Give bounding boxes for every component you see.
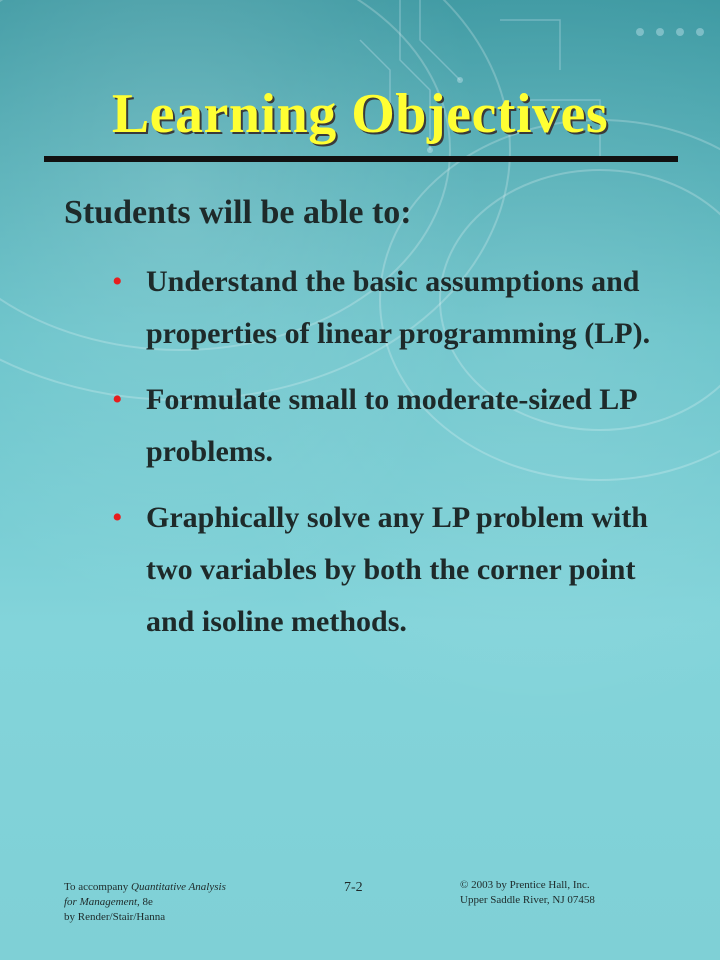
objectives-list <box>112 256 672 662</box>
footer-line-2: for Management, 8e <box>64 896 153 908</box>
footer-copyright <box>460 878 680 908</box>
slide-title: Learning Objectives <box>111 83 609 145</box>
copyright-line: © 2003 by Prentice Hall, Inc. <box>460 879 590 891</box>
publisher-address: Upper Saddle River, NJ 07458 <box>460 894 595 906</box>
bullet-icon: • <box>112 383 123 416</box>
objective-item <box>112 256 672 360</box>
slide-subtitle: Students will be able to: <box>64 194 412 231</box>
objective-item <box>112 374 672 478</box>
footer-line-3: by Render/Stair/Hanna <box>64 911 166 923</box>
objective-text: Formulate small to moderate-sized LP problems. <box>146 383 636 468</box>
footer-line-1: To accompany Quantitative Analysis <box>64 881 226 893</box>
bullet-icon: • <box>112 265 123 298</box>
objective-text: Understand the basic assumptions and properties of linear programming (LP). <box>146 265 651 350</box>
objective-text: Graphically solve any LP problem with two variables by both the corner point and isoline methods. <box>146 501 648 638</box>
objective-item <box>112 492 672 648</box>
page-number: 7-2 <box>344 880 363 895</box>
title-underline <box>44 156 678 162</box>
footer-attribution <box>64 880 314 925</box>
bullet-icon: • <box>112 501 123 534</box>
